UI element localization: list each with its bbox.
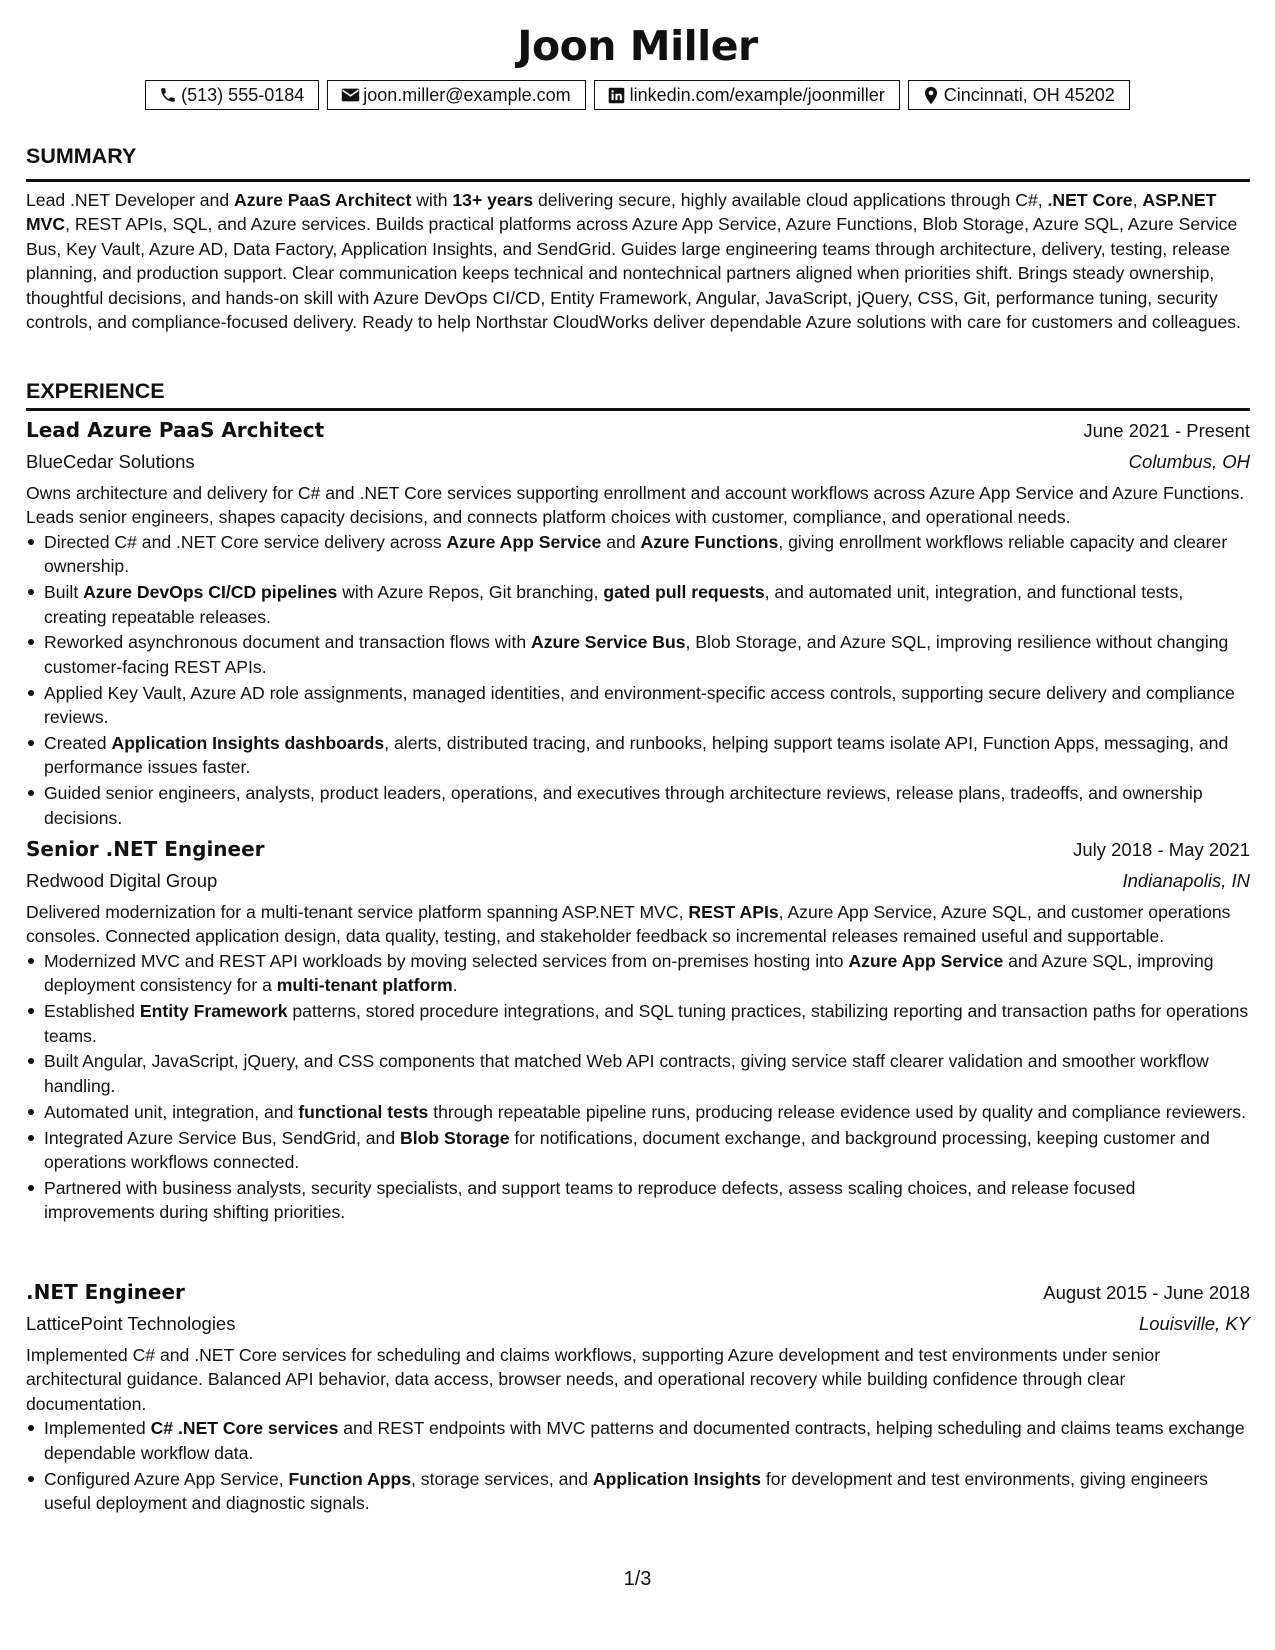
phone-text: (513) 555-0184 [181, 85, 305, 105]
text-run: Created [44, 733, 112, 754]
map-pin-icon [921, 85, 941, 105]
linkedin-chip[interactable] [594, 80, 900, 110]
job-bullets [26, 1416, 1250, 1515]
text-run: for notifications, document exchange, and background processing, keeping customer and operations workflows connected. [44, 1127, 1210, 1173]
summary-paragraph [26, 188, 1250, 334]
job-entry [26, 834, 1250, 1226]
text-run: Lead .NET Developer and [26, 190, 234, 210]
text-run: , REST APIs, SQL, and Azure services. Builds practical platforms across Azure App Service, Azure Functions, Blob Storage, Azure SQL, Azure Service Bus, Key Vault, Azure AD, Data Factory, Application Insights, and SendGrid. Guides large engineering teams through architecture, delivery, testing, release planning, and production support. Clear communication keeps technical and nontechnical partners aligned when priorities shift. Brings steady ownership, thoughtful decisions, and hands-on skill with Azure DevOps CI/CD, Entity Framework, Angular, JavaScript, jQuery, CSS, Git, performance tuning, security controls, and compliance-focused delivery. Ready to help Northstar CloudWorks deliver dependable Azure solutions with care for customers and colleagues. [26, 214, 1241, 333]
email-text: joon.miller@example.com [363, 85, 571, 105]
bullet-item [26, 1416, 1250, 1465]
text-run: Established [44, 1001, 140, 1022]
job-description: Implemented C# and .NET Core services for scheduling and claims workflows, supporting Azure development and test environments under senior architectural guidance. Balanced API behavior, data access, browser needs, and operational recovery while building confidence through clear documentation. [26, 1345, 1161, 1414]
job-location: Louisville, KY [1138, 1313, 1250, 1334]
bullet-item [26, 1126, 1250, 1175]
job-title: .NET Engineer [26, 1280, 185, 1304]
candidate-name: Joon Miller [517, 22, 758, 70]
bold-text: Application Insights [592, 1468, 762, 1489]
bullet-item [26, 580, 1250, 629]
linkedin-text: linkedin.com/example/joonmiller [629, 85, 885, 105]
text-run: Built Angular, JavaScript, jQuery, and CSS components that matched Web API contracts, giving service staff clearer validation and smoother workflow handling. [44, 1051, 1209, 1096]
job-bullets [26, 530, 1250, 830]
text-run: with [411, 190, 453, 210]
summary-rule [26, 179, 1250, 182]
bold-text: .NET Core [1047, 190, 1133, 210]
bold-text: C# .NET Core services [150, 1418, 339, 1439]
text-run: Automated unit, integration, and [44, 1101, 299, 1122]
contact-bar [0, 80, 1275, 110]
job-description: Owns architecture and delivery for C# and .NET Core services supporting enrollment and account workflows across Azure App Service and Azure Functions. Leads senior engineers, shapes capacity decisions, and connects platform choices with customer, compliance, and operational needs. [26, 483, 1245, 528]
phone-icon [158, 85, 178, 105]
bold-text: REST APIs [688, 902, 779, 922]
text-run: with Azure Repos, Git branching, [337, 582, 604, 603]
job-dates: July 2018 - May 2021 [1073, 839, 1250, 860]
text-run: Configured Azure App Service, [44, 1468, 289, 1489]
bullet-item [26, 781, 1250, 830]
bold-text: Azure DevOps CI/CD pipelines [83, 582, 338, 603]
bold-text: multi-tenant platform [276, 975, 453, 996]
text-run: , giving enrollment workflows reliable capacity and clearer ownership. [44, 531, 1228, 577]
linkedin-icon [607, 85, 627, 105]
bullet-item [26, 1100, 1250, 1124]
text-run: Integrated Azure Service Bus, SendGrid, and [44, 1127, 400, 1148]
bold-text: Entity Framework [139, 1001, 288, 1022]
location-text: Cincinnati, OH 45202 [943, 85, 1115, 105]
text-run: Built [44, 582, 84, 603]
job-dates: August 2015 - June 2018 [1043, 1282, 1250, 1303]
page-number: 1/3 [623, 1568, 652, 1590]
text-run: , alerts, distributed tracing, and runbooks, helping support teams isolate API, Function Apps, messaging, and performance issues faster. [44, 733, 1229, 778]
text-run: and REST endpoints with MVC patterns and documented contracts, helping scheduling and claims teams exchange dependable workflow data. [44, 1418, 1245, 1463]
text-run: for development and test environments, giving engineers useful deployment and diagnostic signals. [44, 1468, 1208, 1513]
experience-section [26, 378, 1250, 404]
bullet-item [26, 949, 1250, 998]
text-run: and [601, 531, 641, 552]
text-run: Guided senior engineers, analysts, product leaders, operations, and executives through architecture reviews, release plans, tradeoffs, and ownership decisions. [44, 783, 1203, 828]
summary-section [26, 143, 1250, 333]
job-company: Redwood Digital Group [26, 870, 218, 891]
bullet-item [26, 731, 1250, 780]
text-run: Directed C# and .NET Core service delivery across [44, 531, 447, 552]
bold-text: Azure Service Bus [531, 632, 686, 653]
bullet-item [26, 630, 1250, 679]
bold-text: Azure App Service [446, 531, 602, 552]
job-company: BlueCedar Solutions [26, 451, 195, 472]
text-run: . [452, 975, 458, 996]
email-chip[interactable] [327, 80, 585, 110]
text-run: patterns, stored procedure integrations, and SQL tuning practices, stabilizing reporting and transaction paths for operations teams. [44, 1001, 1249, 1046]
text-run: Reworked asynchronous document and transaction flows with [44, 632, 532, 653]
bullet-item [26, 999, 1250, 1048]
job-entry [26, 1277, 1250, 1517]
location-chip[interactable] [908, 80, 1130, 110]
text-run: delivering secure, highly available cloud applications through C#, [533, 190, 1048, 210]
text-run: through repeatable pipeline runs, producing release evidence used by quality and compliance reviewers. [428, 1101, 1246, 1122]
bullet-item [26, 1176, 1250, 1225]
text-run: , [1132, 190, 1143, 210]
text-run: Modernized MVC and REST API workloads by moving selected services from on-premises hosting into [44, 950, 849, 971]
text-run: , Azure App Service, Azure SQL, and customer operations consoles. Connected application design, data quality, testing, and stakeholder feedback so incremental releases remained useful and supportable. [26, 902, 1231, 947]
bold-text: Blob Storage [400, 1127, 510, 1148]
text-run: Delivered modernization for a multi-tenant service platform spanning ASP.NET MVC, [26, 902, 689, 922]
envelope-icon [340, 85, 360, 105]
phone-chip[interactable] [145, 80, 319, 110]
bold-text: ASP.NET MVC [26, 190, 1217, 235]
text-run: Applied Key Vault, Azure AD role assignments, managed identities, and environment-specific access controls, supporting secure delivery and compliance reviews. [44, 682, 1235, 728]
summary-heading: SUMMARY [26, 144, 137, 168]
job-bullets [26, 949, 1250, 1225]
bullet-item [26, 681, 1250, 730]
text-run: , storage services, and [411, 1468, 593, 1489]
experience-heading: EXPERIENCE [26, 379, 165, 403]
bold-text: Function Apps [288, 1468, 411, 1489]
bold-text: functional tests [298, 1101, 429, 1122]
job-dates: June 2021 - Present [1083, 420, 1250, 441]
bold-text: Azure Functions [640, 531, 779, 552]
job-description [26, 900, 1250, 949]
text-run: , and automated unit, integration, and functional tests, creating repeatable releases. [44, 582, 1184, 627]
bold-text: Application Insights dashboards [111, 733, 385, 754]
text-run: Implemented [44, 1418, 151, 1439]
job-title: Senior .NET Engineer [26, 837, 265, 861]
job-location: Indianapolis, IN [1122, 870, 1250, 891]
bullet-item [26, 530, 1250, 579]
job-title: Lead Azure PaaS Architect [26, 418, 325, 442]
text-run: Partnered with business analysts, security specialists, and support teams to reproduce defects, assess scaling choices, and release focused improvements during shifting priorities. [44, 1177, 1136, 1223]
bold-text: Azure App Service [848, 950, 1004, 971]
text-run: , Blob Storage, and Azure SQL, improving resilience without changing customer-facing REST APIs. [44, 632, 1229, 677]
experience-rule [26, 408, 1250, 411]
job-entry [26, 415, 1250, 832]
bold-text: Azure PaaS Architect [234, 190, 412, 210]
job-location: Columbus, OH [1128, 451, 1250, 472]
bold-text: 13+ years [452, 190, 534, 210]
bullet-item [26, 1467, 1250, 1516]
bullet-item [26, 1049, 1250, 1098]
bold-text: gated pull requests [603, 582, 765, 603]
job-company: LatticePoint Technologies [26, 1313, 236, 1334]
text-run: and Azure SQL, improving deployment consistency for a [44, 950, 1214, 996]
